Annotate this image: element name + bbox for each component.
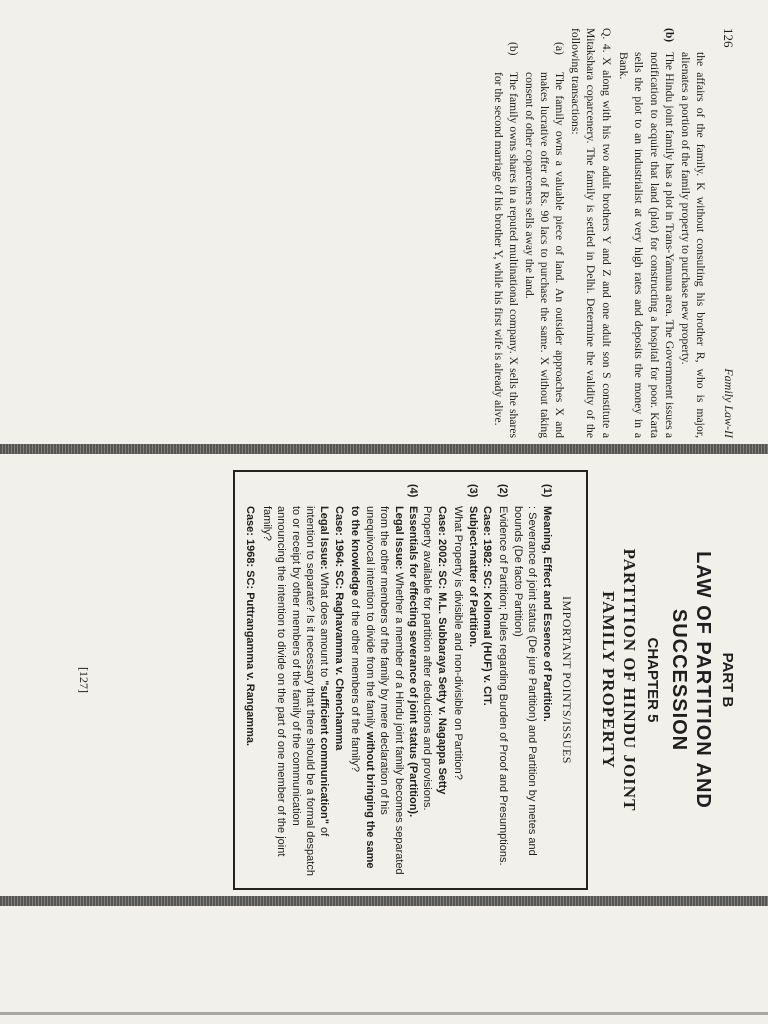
legal-issue-text: Whether a member of a Hindu joint family becomes separated from the other members of the family by mere declaration of his unequivocal intention to divide from the family xyxy=(363,506,405,875)
question-item-b xyxy=(616,28,678,438)
item-label: (b) xyxy=(507,42,521,56)
page-number: 126 xyxy=(721,28,736,48)
legal-issue-tail: of the other members of the family? xyxy=(349,598,362,772)
legal-issue-label: Legal Issue: xyxy=(318,506,331,570)
part-label: PART B xyxy=(719,652,736,708)
point-heading: Subject-matter of Partition. xyxy=(466,506,479,648)
item-text: The family owns shares in a reputed multinational company. X sells the shares for the second marriage of his brother Y, while his first wife is already alive. xyxy=(491,72,521,438)
point-number: (3) xyxy=(466,484,479,498)
question-4: Q. 4. X along with his two adult brothers Y and Z and one adult son S constitute a Mitakshara coparcenery. The family is settled in Delhi. Determine the validity of the following transactions: xyxy=(568,28,613,438)
point-text: What Property is divisible and non-divisible on Partition? xyxy=(452,506,465,780)
part-title-line-2: SUCCESSION xyxy=(668,608,690,752)
page-divider-right xyxy=(0,896,768,906)
legal-issue-emphasis: without bringing the same to the knowledge xyxy=(349,506,376,869)
chapter-title-line-2: FAMILY PROPERTY xyxy=(599,591,618,769)
case-citation: Case: 1964: SC: Raghavamma v. Chenchamma xyxy=(332,506,345,751)
important-points-box xyxy=(233,470,588,890)
item-label: (a) xyxy=(553,42,567,55)
question-4-b xyxy=(490,28,521,438)
case-citation: Case: 1982: SC: Kollomal (HUF) v. CIT. xyxy=(480,506,493,706)
page-126 xyxy=(96,28,736,438)
legal-issue-label: Legal Issue: xyxy=(392,506,405,570)
legal-issue-1 xyxy=(348,506,406,876)
question-4-a xyxy=(521,28,567,438)
part-title-line-1: LAW OF PARTITION AND xyxy=(692,551,714,809)
point-text: : Severance of joint status (De jure Partition) and Partition by metes and bounds (De facto Partition) xyxy=(511,506,539,856)
page-127 xyxy=(36,470,736,890)
point-4 xyxy=(243,484,420,876)
page-divider xyxy=(0,444,768,454)
point-2 xyxy=(480,484,511,876)
point-1 xyxy=(510,484,553,876)
chapter-label: CHAPTER 5 xyxy=(644,637,661,723)
item-text: The Hindu joint family has a plot in Trans-Yamuna area. The Government issues a notification to acquire that land (plot) for constructing a hospital for poor. Karta sells the plot to an industrialist at very high rates and deposits the money in a Bank. xyxy=(616,52,677,438)
point-heading: Essentials for effecting severance of joint status (Partition). xyxy=(406,506,419,818)
point-text: Evidence of Partition; Rules regarding Burden of Proof and Presumptions. xyxy=(497,506,510,866)
legal-issue-text: What does amount to xyxy=(318,572,331,678)
box-title: IMPORTANT POINTS/ISSUES xyxy=(560,596,574,764)
legal-issue-tail: of intention to separate? Is it necessary that there should be a formal despatch to or receipt by other members of the family of the communication announcing the intention to divide on the part of one member of the joint family? xyxy=(260,506,331,876)
item-label: (b) xyxy=(663,28,677,43)
point-3 xyxy=(420,484,480,876)
point-text-2: Property available for partition after deductions and provisions. xyxy=(421,506,434,811)
point-number: (2) xyxy=(497,484,510,498)
legal-issue-emphasis: "sufficient communication" xyxy=(318,680,331,824)
legal-issue-2 xyxy=(259,506,331,876)
chapter-heading xyxy=(598,470,736,890)
point-number: (1) xyxy=(540,484,553,498)
case-citation: Case: 1968: SC: Puttrangamma v. Rangamma. xyxy=(244,506,257,747)
case-citation: Case: 2002: SC: M.L. Subbaraya Setty v. Nagappa Setty xyxy=(435,506,448,795)
chapter-title-line-1: PARTITION OF HINDU JOINT xyxy=(620,548,639,812)
item-text: The family owns a valuable piece of land. An outsider approaches X and makes lucrative offer of Rs. 90 lacs to purchase the same. X without taking consent of other coparceners sells away the land. xyxy=(522,72,567,438)
intro-paragraph: the affairs of the family. K without consulting his brother R, who is major, alienates a portion of the family property to purchase new property. xyxy=(678,52,707,438)
running-title: Family Law-II xyxy=(722,368,736,438)
running-header xyxy=(714,28,736,438)
page-footer-number: [127] xyxy=(77,667,91,693)
page-edge xyxy=(0,1012,768,1015)
point-heading: Meaning, Effect and Essence of Partition. xyxy=(540,506,553,722)
point-number: (4) xyxy=(406,484,419,498)
